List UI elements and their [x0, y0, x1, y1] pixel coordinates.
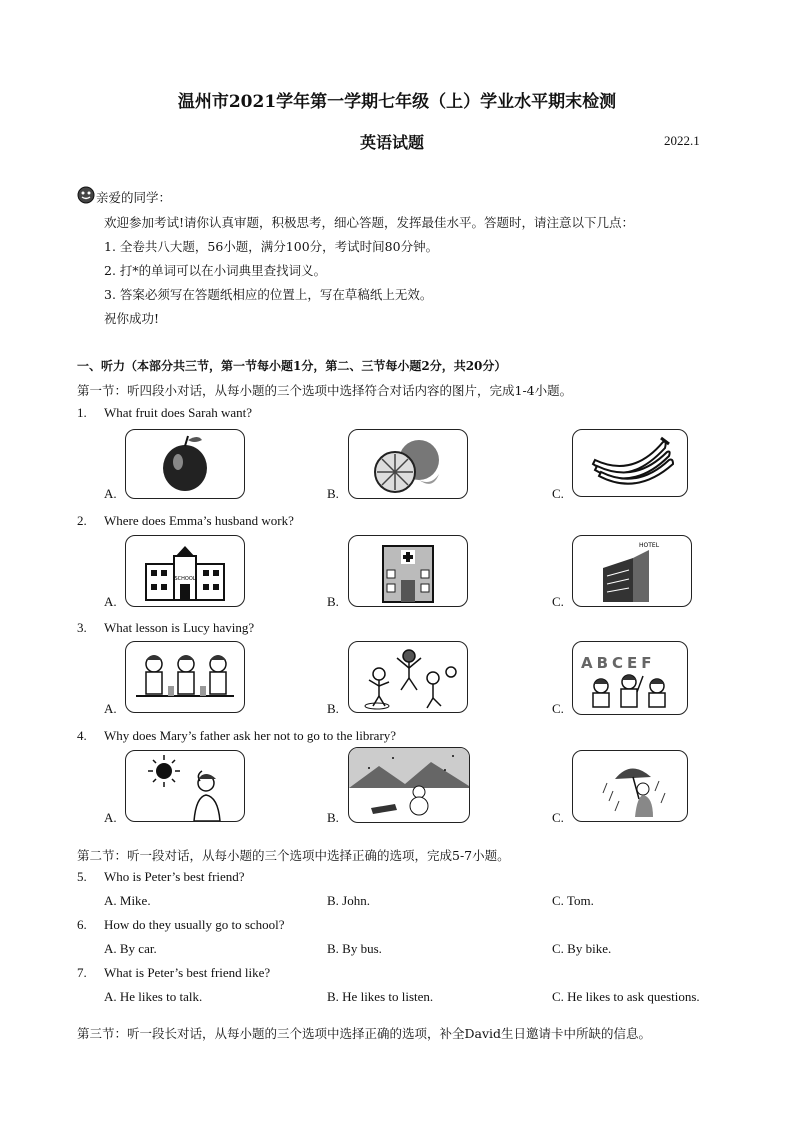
- option-a[interactable]: A. By car.: [104, 941, 157, 956]
- part-instructions: 第二节：听一段对话，从每小题的三个选项中选择正确的选项，完成5-7小题。: [77, 848, 510, 863]
- greeting: 亲爱的同学：: [96, 190, 172, 205]
- part-instructions: 第三节：听一段长对话，从每小题的三个选项中选择正确的选项，补全David生日邀请卡中所缺的信息。: [77, 1026, 652, 1041]
- question-text: Why does Mary’s father ask her not to go to the library?: [104, 728, 397, 743]
- intro-line: 1. 全卷共八大题，56小题，满分100分，考试时间80分钟。: [104, 239, 439, 254]
- question-number: 1.: [77, 405, 87, 420]
- exam-title: 温州市2021学年第一学期七年级（上）学业水平期末检测: [177, 92, 617, 112]
- option-a[interactable]: A. He likes to talk.: [104, 989, 203, 1004]
- option-c[interactable]: C. By bike.: [552, 941, 612, 956]
- option-label: B.: [327, 701, 339, 716]
- school-sign-text: SCHOOL: [174, 576, 196, 582]
- option-label: B.: [327, 594, 339, 609]
- option-label: C.: [552, 701, 564, 716]
- question-number: 7.: [77, 965, 87, 980]
- snow-picture[interactable]: [348, 747, 470, 823]
- intro-line: 3. 答案必须写在答题纸相应的位置上，写在草稿纸上无效。: [104, 287, 433, 302]
- question-number: 3.: [77, 620, 87, 635]
- question-number: 4.: [77, 728, 87, 743]
- hotel-picture[interactable]: [572, 535, 692, 607]
- orange-picture[interactable]: [348, 429, 468, 499]
- letters-text: ABCEF: [581, 654, 656, 672]
- question-number: 2.: [77, 513, 87, 528]
- option-label: A.: [104, 486, 117, 501]
- question-number: 5.: [77, 869, 87, 884]
- option-b[interactable]: B. John.: [327, 893, 370, 908]
- hospital-picture[interactable]: [348, 535, 468, 607]
- section-heading: 一、听力（本部分共三节，第一节每小题1分，第二、三节每小题2分，共20分）: [77, 359, 507, 373]
- intro-line: 欢迎参加考试!请你认真审题，积极思考，细心答题，发挥最佳水平。答题时，请注意以下几点：: [104, 215, 635, 230]
- rain-picture[interactable]: [572, 750, 688, 822]
- option-c[interactable]: C. Tom.: [552, 893, 594, 908]
- science-lesson-picture[interactable]: [125, 641, 245, 713]
- smiley-icon: [77, 186, 95, 204]
- option-label: C.: [552, 594, 564, 609]
- question-number: 6.: [77, 917, 87, 932]
- option-c[interactable]: C. He likes to ask questions.: [552, 989, 700, 1004]
- question-text: How do they usually go to school?: [104, 917, 285, 932]
- option-label: A.: [104, 594, 117, 609]
- hot-sun-picture[interactable]: [125, 750, 245, 822]
- banana-picture[interactable]: [572, 429, 688, 497]
- apple-picture[interactable]: [125, 429, 245, 499]
- option-label: A.: [104, 810, 117, 825]
- option-b[interactable]: B. By bus.: [327, 941, 382, 956]
- question-text: Where does Emma’s husband work?: [104, 513, 294, 528]
- option-a[interactable]: A. Mike.: [104, 893, 151, 908]
- pe-lesson-picture[interactable]: [348, 641, 468, 713]
- exam-subtitle: 英语试题: [360, 133, 425, 152]
- part-instructions: 第一节：听四段小对话，从每小题的三个选项中选择符合对话内容的图片，完成1-4小题。: [77, 383, 573, 398]
- exam-date: 2022.1: [664, 133, 700, 148]
- school-picture[interactable]: [125, 535, 245, 607]
- hotel-sign-text: HOTEL: [639, 542, 660, 549]
- option-label: B.: [327, 810, 339, 825]
- intro-line: 2. 打*的单词可以在小词典里查找词义。: [104, 263, 327, 278]
- option-label: A.: [104, 701, 117, 716]
- question-text: What is Peter’s best friend like?: [104, 965, 271, 980]
- intro-line: 祝你成功!: [104, 311, 160, 326]
- option-b[interactable]: B. He likes to listen.: [327, 989, 434, 1004]
- english-lesson-picture[interactable]: [572, 641, 688, 715]
- question-text: Who is Peter’s best friend?: [104, 869, 245, 884]
- option-label: B.: [327, 486, 339, 501]
- option-label: C.: [552, 810, 564, 825]
- question-text: What fruit does Sarah want?: [104, 405, 253, 420]
- question-text: What lesson is Lucy having?: [104, 620, 255, 635]
- option-label: C.: [552, 486, 564, 501]
